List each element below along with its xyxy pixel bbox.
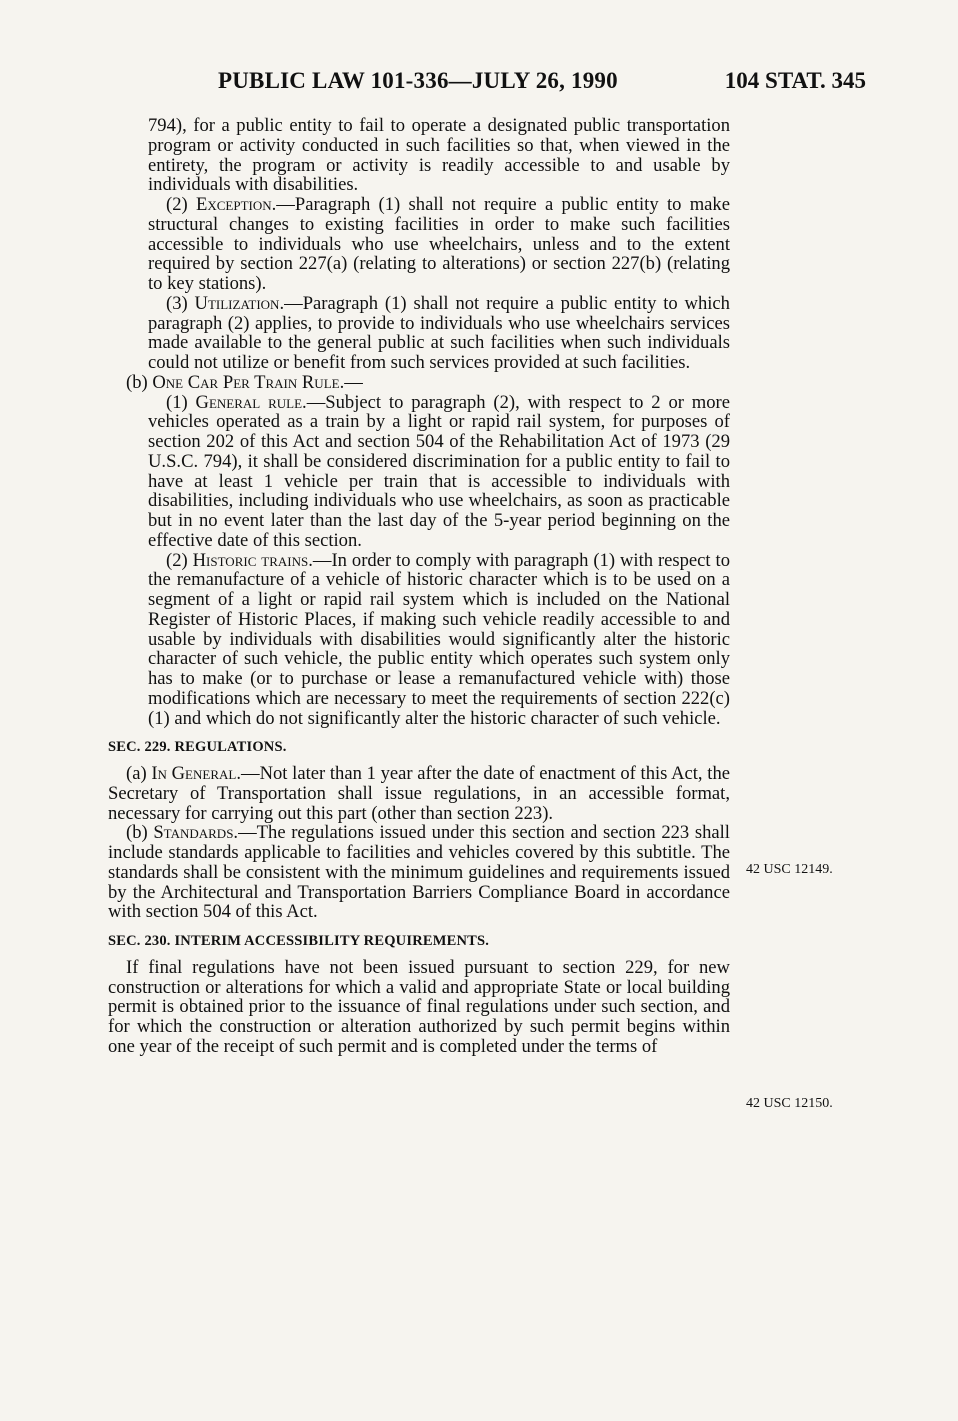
- paragraph-text: —The regulations issued under this section and section 223 shall include standards applicable to facilities and vehicles covered by this subtitle. The standards shall be consistent with the minimum guidelines and requirements issued by the Architectural and Transportation Barriers Compliance Board in accordance with section 504 of this Act.: [108, 822, 730, 923]
- paragraph-label: (1): [166, 391, 196, 413]
- heading-dash: —: [344, 371, 363, 393]
- page-header: [0, 68, 958, 98]
- section-229-subsection-a: [108, 764, 730, 823]
- subsection-heading: One Car Per Train Rule.: [152, 371, 345, 393]
- paragraph-historic-trains: [108, 551, 730, 729]
- paragraph-text: —In order to comply with paragraph (1) with respect to the remanufacture of a vehicle of historic character which is to be used on a segment of a light or rapid rail system which is included on the National Register of Historic Places, if making such vehicle readily accessible to and usable by individuals with disabilities would significantly alter the historic character of such vehicle, the public entity which operates such system only has to make (or to purchase or lease a remanufactured vehicle with) those modifications which are necessary to meet the requirements of section 222(c)(1) and which do not significantly alter the historic character of such vehicle.: [148, 549, 730, 729]
- running-head-title: PUBLIC LAW 101-336—JULY 26, 1990: [218, 68, 618, 93]
- paragraph-label: (b): [126, 822, 154, 844]
- paragraph-label: (b): [126, 371, 153, 393]
- paragraph-label: (3): [166, 292, 195, 314]
- section-229-heading: SEC. 229. REGULATIONS.: [108, 739, 287, 756]
- paragraph-text: If final regulations have not been issued pursuant to section 229, for new construction or alterations for which a valid and appropriate State or local building permit is obtained prior to the issuance of final regulations under such section, and for which the construction or alteration authorized by such permit begins within one year of the receipt of such permit and is completed under the terms of: [108, 956, 730, 1057]
- section-230-heading: SEC. 230. INTERIM ACCESSIBILITY REQUIREMENTS.: [108, 933, 490, 949]
- section-229-subsection-b: [108, 823, 730, 922]
- subsection-heading: Standards.: [153, 822, 239, 844]
- paragraph-exception: [108, 195, 730, 294]
- subsection-one-car-rule: [108, 373, 730, 393]
- paragraph-general-rule: [108, 393, 730, 551]
- subsection-heading: In General.: [151, 763, 241, 784]
- paragraph-heading: Exception.: [195, 194, 277, 215]
- paragraph-label: (2): [166, 194, 196, 215]
- paragraph-text: —Subject to paragraph (2), with respect to 2 or more vehicles operated as a train by a light or rapid rail system, for purposes of section 202 of this Act and section 504 of the Rehabilitation Act of 1973 (29 U.S.C. 794), it shall be considered discrimination for a public entity to fail to have at least 1 vehicle per train that is accessible to individuals with disabilities, including individuals who use wheelchairs, as soon as practicable but in no event later than the last day of the 5-year period beginning on the effective date of this section.: [148, 391, 730, 551]
- margin-citation-12150: 42 USC 12150.: [746, 1096, 833, 1111]
- paragraph-heading: Utilization.: [194, 292, 285, 314]
- paragraph-text: —Not later than 1 year after the date of enactment of this Act, the Secretary of Transportation shall issue regulations, in an accessible format, necessary for carrying out this part (other than section 223).: [108, 763, 730, 824]
- statute-page-number: 104 STAT. 345: [724, 68, 866, 93]
- section-230-text: [108, 958, 730, 1057]
- document-body: [108, 116, 730, 1057]
- paragraph-text: —Paragraph (1) shall not require a public entity to make structural changes to existing facilities in order to make such facilities accessible to individuals who use wheelchairs, unless and to the extent required by section 227(a) (relating to alterations) or section 227(b) (relating to key stations).: [148, 194, 730, 294]
- paragraph-text: 794), for a public entity to fail to operate a designated public transportation program or activity conducted in such facilities so that, when viewed in the entirety, the program or activity is readily accessible to and usable by individuals with disabilities.: [148, 115, 730, 196]
- margin-citation-12149: 42 USC 12149.: [746, 862, 833, 877]
- paragraph-utilization: [108, 294, 730, 373]
- paragraph-text: —Paragraph (1) shall not require a public entity to which paragraph (2) applies, to provide to individuals who use wheelchairs services made available to the general public at such facilities when such individuals could not utilize or benefit from such services provided at such facilities.: [148, 292, 730, 373]
- paragraph-label: (a): [126, 763, 152, 784]
- paragraph-label: (2): [166, 549, 193, 571]
- paragraph-heading: General rule.: [195, 391, 307, 413]
- paragraph-heading: Historic trains.: [192, 549, 313, 571]
- paragraph-continuation: [108, 116, 730, 195]
